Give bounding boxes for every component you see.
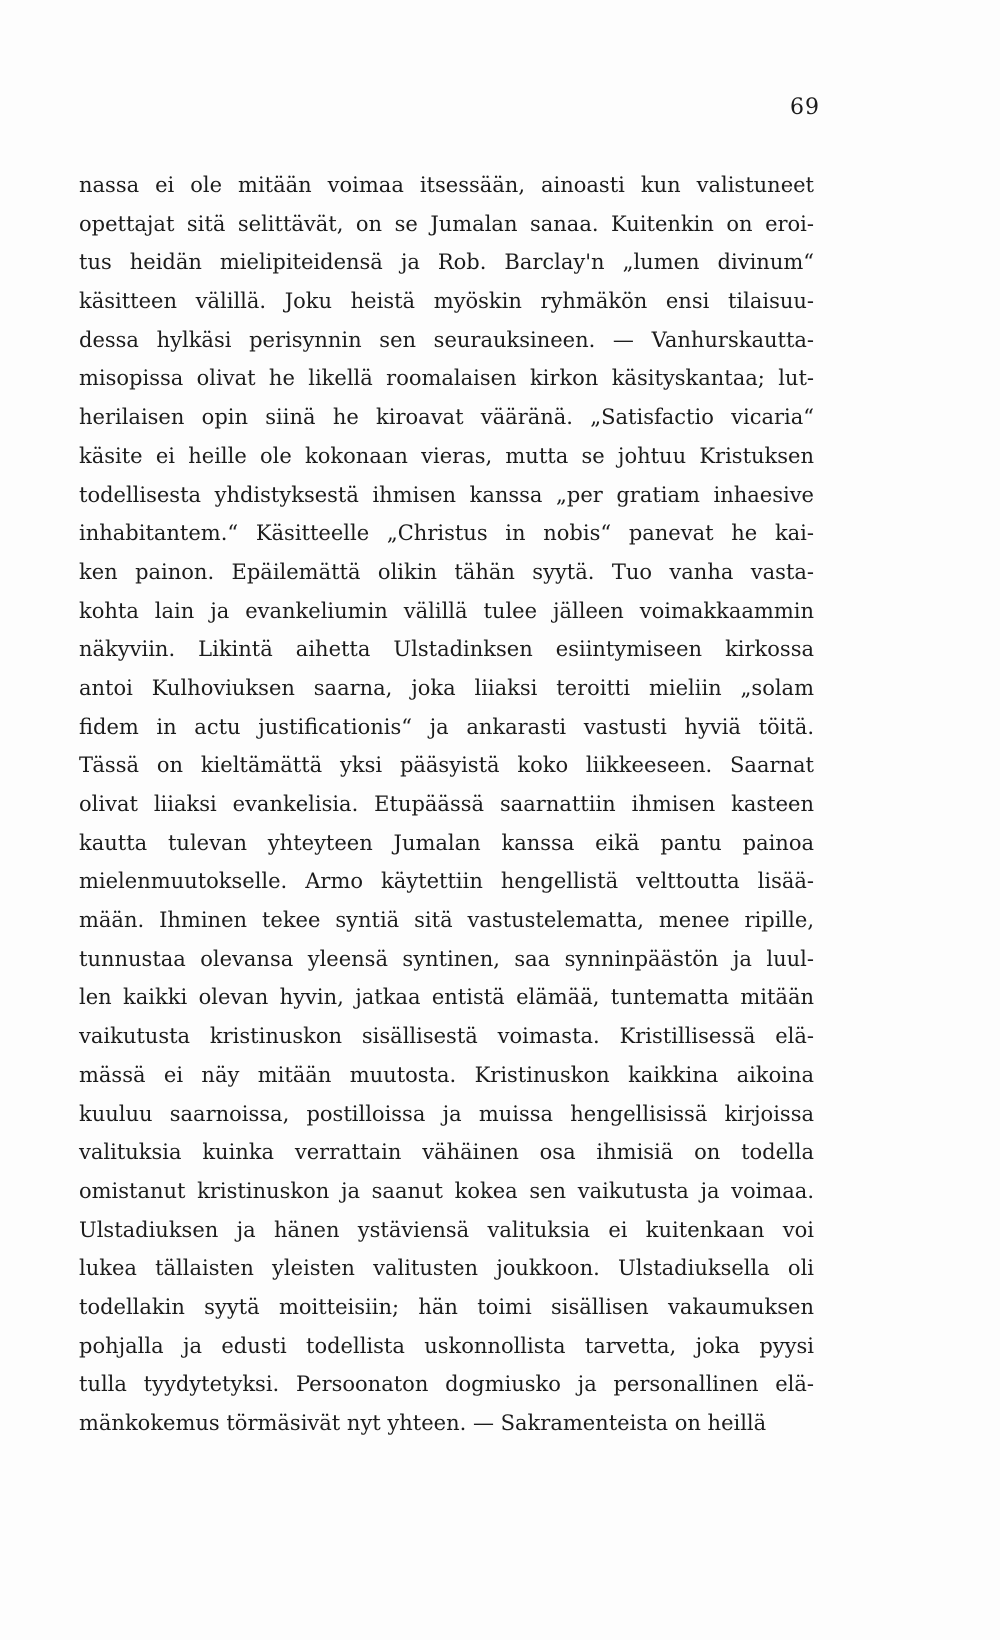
text-line: käsite ei heille ole kokonaan vieras, mutta se johtuu Kristuksen — [79, 443, 814, 468]
text-line: herilaisen opin siinä he kiroavat vääränä. „Satisfactio vicaria“ — [79, 405, 814, 430]
text-line: ken painon. Epäilemättä olikin tähän syytä. Tuo vanha vasta- — [79, 559, 814, 584]
text-line: tulla tyydytetyksi. Persoonaton dogmiusko ja personallinen elä- — [79, 1372, 814, 1397]
text-line: fidem in actu justificationis“ ja ankarasti vastusti hyviä töitä. — [79, 714, 814, 739]
text-line: dessa hylkäsi perisynnin sen seurauksineen. — Vanhurskautta- — [79, 327, 814, 352]
text-line: tunnustaa olevansa yleensä syntinen, saa synninpäästön ja luul- — [79, 946, 814, 971]
text-line: antoi Kulhoviuksen saarna, joka liiaksi teroitti mieliin „solam — [79, 675, 814, 700]
text-line: mään. Ihminen tekee syntiä sitä vastustelematta, menee ripille, — [79, 908, 814, 933]
text-line: Ulstadiuksen ja hänen ystäviensä valituksia ei kuitenkaan voi — [79, 1217, 814, 1242]
page-number: 69 — [790, 95, 820, 120]
text-line: kautta tulevan yhteyteen Jumalan kanssa eikä pantu painoa — [79, 830, 814, 855]
text-line: lukea tällaisten yleisten valitusten joukkoon. Ulstadiuksella oli — [79, 1256, 814, 1281]
text-line: näkyviin. Likintä aihetta Ulstadinksen esiintymiseen kirkossa — [79, 637, 814, 662]
text-line: omistanut kristinuskon ja saanut kokea sen vaikutusta ja voimaa. — [79, 1178, 814, 1203]
text-line: tus heidän mielipiteidensä ja Rob. Barclay'n „lumen divinum“ — [79, 250, 814, 275]
body-text — [79, 166, 814, 1443]
text-line: pohjalla ja edusti todellista uskonnollista tarvetta, joka pyysi — [79, 1333, 814, 1358]
text-line: Tässä on kieltämättä yksi pääsyistä koko liikkeeseen. Saarnat — [79, 753, 814, 778]
text-line: inhabitantem.“ Käsitteelle „Christus in nobis“ panevat he kai- — [79, 521, 814, 546]
text-line: kohta lain ja evankeliumin välillä tulee jälleen voimakkaammin — [79, 598, 814, 623]
text-line: mässä ei näy mitään muutosta. Kristinuskon kaikkina aikoina — [79, 1062, 814, 1087]
text-line: misopissa olivat he likellä roomalaisen kirkon käsityskantaa; lut- — [79, 366, 814, 391]
text-line: todellakin syytä moitteisiin; hän toimi sisällisen vakaumuksen — [79, 1294, 814, 1319]
text-line: opettajat sitä selittävät, on se Jumalan sanaa. Kuitenkin on eroi- — [79, 211, 814, 236]
text-line: todellisesta yhdistyksestä ihmisen kanssa „per gratiam inhaesive — [79, 482, 814, 507]
text-line: kuuluu saarnoissa, postilloissa ja muissa hengellisissä kirjoissa — [79, 1101, 814, 1126]
text-line: valituksia kuinka verrattain vähäinen osa ihmisiä on todella — [79, 1140, 814, 1165]
text-line: nassa ei ole mitään voimaa itsessään, ainoasti kun valistuneet — [79, 173, 814, 197]
text-line: len kaikki olevan hyvin, jatkaa entistä elämää, tuntematta mitään — [79, 985, 814, 1010]
text-line: mielenmuutokselle. Armo käytettiin hengellistä velttoutta lisää- — [79, 869, 814, 894]
text-line: olivat liiaksi evankelisia. Etupäässä saarnattiin ihmisen kasteen — [79, 792, 814, 816]
text-line: mänkokemus törmäsivät nyt yhteen. — Sakramenteista on heillä — [79, 1411, 767, 1435]
text-line: käsitteen välillä. Joku heistä myöskin ryhmäkön ensi tilaisuu- — [79, 289, 814, 314]
text-line: vaikutusta kristinuskon sisällisestä voimasta. Kristillisessä elä- — [79, 1024, 814, 1049]
